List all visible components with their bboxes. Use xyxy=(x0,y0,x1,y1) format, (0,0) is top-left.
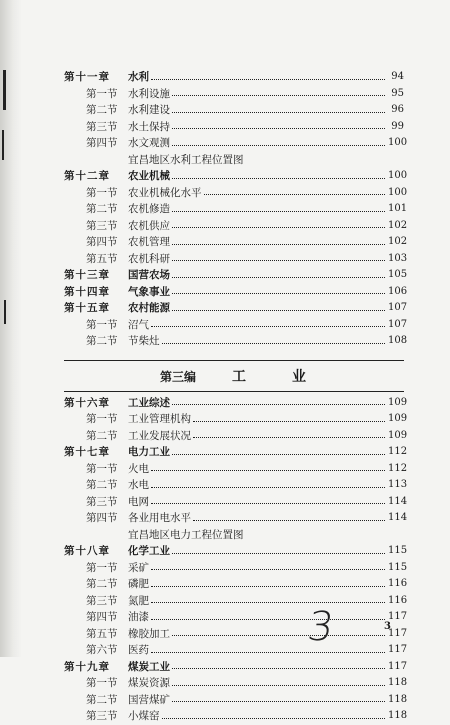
toc-section-row xyxy=(64,675,408,692)
entry-page: 100 xyxy=(388,170,408,181)
dot-leader xyxy=(172,260,385,261)
entry-title: 油漆 xyxy=(128,611,149,623)
entry-page: 118 xyxy=(388,710,408,721)
binding-edge xyxy=(0,0,22,657)
entry-page: 99 xyxy=(391,120,404,132)
dot-leader xyxy=(162,343,386,344)
dot-leader xyxy=(172,685,385,686)
dot-leader xyxy=(172,553,385,554)
toc-note-row xyxy=(64,527,404,544)
entry-page: 117 xyxy=(388,660,408,672)
toc-chapter-row xyxy=(64,444,408,461)
entry xyxy=(128,494,408,511)
entry xyxy=(128,593,408,610)
entry-title: 水电 xyxy=(128,479,149,491)
entry-page: 118 xyxy=(388,677,408,688)
dot-leader xyxy=(172,668,385,669)
toc-section-row xyxy=(64,461,408,478)
entry xyxy=(128,428,408,445)
dot-leader xyxy=(151,79,385,80)
section-label: 第六节 xyxy=(86,644,118,656)
dot-leader xyxy=(193,520,385,521)
part-heading xyxy=(64,360,404,392)
dot-leader xyxy=(172,211,385,212)
toc-section-row xyxy=(64,428,408,445)
dot-leader xyxy=(151,652,385,653)
dot-leader xyxy=(151,602,385,603)
dot-leader xyxy=(172,112,385,113)
dot-leader xyxy=(151,487,385,488)
part-title-2: 业 xyxy=(292,368,306,385)
entry xyxy=(128,267,408,284)
part-label: 第三编 xyxy=(160,369,197,384)
entry-title: 各业用电水平 xyxy=(128,512,191,524)
section-label: 第二节 xyxy=(86,693,118,706)
chapter-label: 第十五章 xyxy=(64,302,110,314)
entry-title: 宜昌地区水利工程位置图 xyxy=(128,153,244,166)
entry-page: 105 xyxy=(388,269,408,280)
section-label: 第三节 xyxy=(86,710,118,722)
entry-title: 工业发展状况 xyxy=(128,429,191,442)
dot-leader xyxy=(172,128,385,129)
entry-title: 国营农场 xyxy=(128,269,170,281)
entry-title: 农机科研 xyxy=(128,252,170,265)
entry-page: 102 xyxy=(388,219,408,231)
entry xyxy=(128,300,408,317)
entry-page: 106 xyxy=(388,285,408,297)
section-label: 第四节 xyxy=(86,611,118,623)
toc-section-row xyxy=(64,510,408,527)
entry xyxy=(128,626,408,643)
toc-section-row xyxy=(64,317,408,334)
entry-page: 112 xyxy=(388,462,408,474)
entry-title: 煤炭工业 xyxy=(128,660,170,673)
toc-group-industry xyxy=(64,395,408,725)
part-title: 工 xyxy=(232,368,248,385)
section-label: 第一节 xyxy=(86,318,118,331)
entry-page: 107 xyxy=(388,318,408,330)
dot-leader xyxy=(172,701,385,702)
entry xyxy=(128,135,408,152)
entry-title: 沼气 xyxy=(128,318,149,331)
entry-page: 117 xyxy=(388,627,408,639)
toc-note-row xyxy=(64,152,404,169)
entry xyxy=(128,477,408,494)
entry-page: 100 xyxy=(388,137,408,148)
dot-leader xyxy=(204,194,386,195)
entry xyxy=(128,152,404,169)
entry xyxy=(128,692,408,709)
toc-chapter-row xyxy=(64,659,408,676)
entry-title: 火电 xyxy=(128,462,149,475)
toc-section-row xyxy=(64,234,408,251)
edge-stain xyxy=(4,300,6,324)
entry-page: 115 xyxy=(388,561,408,573)
toc-section-row xyxy=(64,708,408,725)
entry-page: 118 xyxy=(388,693,408,705)
entry-title: 节柴灶 xyxy=(128,335,160,347)
handwritten-number: 3 xyxy=(304,604,337,650)
entry-page: 103 xyxy=(388,252,408,264)
chapter-label: 第十二章 xyxy=(64,170,110,182)
dot-leader xyxy=(193,421,385,422)
entry-title: 农村能源 xyxy=(128,302,170,314)
entry-page: 96 xyxy=(391,104,404,115)
entry-title: 水利设施 xyxy=(128,87,170,100)
entry-page: 100 xyxy=(388,186,408,198)
dot-leader xyxy=(151,470,385,471)
entry xyxy=(128,201,408,218)
entry xyxy=(128,168,408,185)
entry-page: 109 xyxy=(388,413,408,424)
entry-title: 农机供应 xyxy=(128,219,170,232)
entry xyxy=(128,333,408,350)
toc-section-row xyxy=(64,593,408,610)
toc-section-row xyxy=(64,692,408,709)
entry-page: 113 xyxy=(388,479,408,490)
entry-title: 电力工业 xyxy=(128,446,170,458)
chapter-label: 第十六章 xyxy=(64,396,110,409)
section-label: 第一节 xyxy=(86,413,118,425)
dot-leader xyxy=(151,326,385,327)
entry xyxy=(128,609,408,626)
chapter-label: 第十四章 xyxy=(64,285,110,298)
toc-section-row xyxy=(64,411,408,428)
entry-page: 114 xyxy=(388,512,408,523)
section-label: 第二节 xyxy=(86,203,118,215)
section-label: 第一节 xyxy=(86,677,118,689)
entry-page: 94 xyxy=(391,71,404,82)
section-label: 第四节 xyxy=(86,236,118,248)
chapter-label: 第十八章 xyxy=(64,545,110,557)
section-label: 第一节 xyxy=(86,87,118,100)
toc-chapter-row xyxy=(64,300,408,317)
entry xyxy=(128,119,404,136)
entry-page: 108 xyxy=(388,335,408,346)
toc-section-row xyxy=(64,609,408,626)
edge-stain xyxy=(2,130,4,160)
entry xyxy=(128,102,404,119)
toc-chapter-row xyxy=(64,69,404,86)
entry-title: 农业机械化水平 xyxy=(128,186,202,199)
entry-page: 115 xyxy=(388,545,408,556)
entry xyxy=(128,576,408,593)
entry-title: 气象事业 xyxy=(128,285,170,298)
entry xyxy=(128,461,408,478)
entry xyxy=(128,284,408,301)
toc-section-row xyxy=(64,135,408,152)
dot-leader xyxy=(172,244,385,245)
toc-section-row xyxy=(64,201,408,218)
dot-leader xyxy=(172,454,385,455)
entry-page: 117 xyxy=(388,644,408,655)
entry-title: 煤炭资源 xyxy=(128,677,170,689)
entry-title: 农业机械 xyxy=(128,170,170,182)
entry xyxy=(128,543,408,560)
chapter-label: 第十一章 xyxy=(64,71,110,83)
entry-title: 工业综述 xyxy=(128,396,170,409)
toc-chapter-row xyxy=(64,284,408,301)
entry xyxy=(128,444,408,461)
entry-page: 107 xyxy=(388,302,408,313)
entry xyxy=(128,69,404,86)
toc-chapter-row xyxy=(64,543,408,560)
entry-page: 102 xyxy=(388,236,408,247)
section-label: 第一节 xyxy=(86,561,118,574)
section-label: 第二节 xyxy=(86,429,118,442)
entry-page: 109 xyxy=(388,396,408,408)
dot-leader xyxy=(172,635,385,636)
chapter-label: 第十三章 xyxy=(64,269,110,281)
dot-leader xyxy=(172,404,385,405)
entry-title: 水文观测 xyxy=(128,137,170,149)
section-label: 第四节 xyxy=(86,512,118,524)
entry xyxy=(128,510,408,527)
toc-section-row xyxy=(64,642,408,659)
entry-page: 114 xyxy=(388,495,408,507)
entry-page: 116 xyxy=(388,594,408,606)
toc-section-row xyxy=(64,494,408,511)
entry xyxy=(128,675,408,692)
entry xyxy=(128,251,408,268)
dot-leader xyxy=(172,178,385,179)
entry xyxy=(128,395,408,412)
toc-section-row xyxy=(64,576,408,593)
dot-leader xyxy=(151,619,385,620)
entry xyxy=(128,659,408,676)
section-label: 第五节 xyxy=(86,252,118,265)
toc-section-row xyxy=(64,86,404,103)
entry-page: 95 xyxy=(391,87,404,99)
edge-stain xyxy=(3,70,6,110)
entry-page: 112 xyxy=(388,446,408,457)
entry-title: 医药 xyxy=(128,644,149,656)
section-label: 第一节 xyxy=(86,186,118,199)
section-label: 第二节 xyxy=(86,335,118,347)
entry-page: 116 xyxy=(388,578,408,589)
dot-leader xyxy=(151,569,385,570)
dot-leader xyxy=(172,293,385,294)
toc-section-row xyxy=(64,560,408,577)
toc-section-row xyxy=(64,251,408,268)
entry-title: 橡胶加工 xyxy=(128,627,170,640)
entry xyxy=(128,642,408,659)
entry-page: 117 xyxy=(388,611,408,622)
dot-leader xyxy=(172,310,385,311)
entry xyxy=(128,234,408,251)
entry-title: 农机修造 xyxy=(128,203,170,215)
entry-page: 109 xyxy=(388,429,408,441)
section-label: 第三节 xyxy=(86,594,118,607)
section-label: 第二节 xyxy=(86,578,118,590)
entry-title: 工业管理机构 xyxy=(128,413,191,425)
entry xyxy=(128,218,408,235)
toc-section-row xyxy=(64,185,408,202)
dot-leader xyxy=(162,718,386,719)
entry-title: 电网 xyxy=(128,495,149,508)
entry xyxy=(128,411,408,428)
toc-section-row xyxy=(64,626,408,643)
section-label: 第二节 xyxy=(86,104,118,116)
entry-title: 采矿 xyxy=(128,561,149,574)
section-label: 第五节 xyxy=(86,627,118,640)
toc-section-row xyxy=(64,477,408,494)
dot-leader xyxy=(151,503,385,504)
entry-title: 水利建设 xyxy=(128,104,170,116)
toc-chapter-row xyxy=(64,168,408,185)
entry xyxy=(128,86,404,103)
entry xyxy=(128,708,408,725)
dot-leader xyxy=(172,227,385,228)
entry-title: 化学工业 xyxy=(128,545,170,557)
section-label: 第三节 xyxy=(86,219,118,232)
section-label: 第三节 xyxy=(86,120,118,133)
entry xyxy=(128,185,408,202)
entry-title: 小煤窑 xyxy=(128,710,160,722)
toc-group-agriculture xyxy=(64,69,408,350)
entry xyxy=(128,560,408,577)
entry-title: 水利 xyxy=(128,71,149,83)
table-of-contents xyxy=(64,69,408,725)
section-label: 第一节 xyxy=(86,462,118,475)
entry-title: 氮肥 xyxy=(128,594,149,607)
dot-leader xyxy=(172,145,385,146)
chapter-label: 第十九章 xyxy=(64,660,110,673)
entry-title: 农机管理 xyxy=(128,236,170,248)
toc-section-row xyxy=(64,119,404,136)
section-label: 第三节 xyxy=(86,495,118,508)
entry-title: 磷肥 xyxy=(128,578,149,590)
dot-leader xyxy=(172,95,385,96)
dot-leader xyxy=(193,437,385,438)
toc-section-row xyxy=(64,102,404,119)
toc-section-row xyxy=(64,333,408,350)
dot-leader xyxy=(172,277,385,278)
page-number: 3 xyxy=(384,621,391,632)
dot-leader xyxy=(151,586,385,587)
section-label: 第四节 xyxy=(86,137,118,149)
toc-chapter-row xyxy=(64,395,408,412)
chapter-label: 第十七章 xyxy=(64,446,110,458)
entry-title: 国营煤矿 xyxy=(128,693,170,706)
entry-page: 101 xyxy=(388,203,408,214)
section-label: 第二节 xyxy=(86,479,118,491)
entry xyxy=(128,527,404,544)
toc-chapter-row xyxy=(64,267,408,284)
entry-title: 水土保持 xyxy=(128,120,170,133)
toc-section-row xyxy=(64,218,408,235)
entry-title: 宜昌地区电力工程位置图 xyxy=(128,528,244,541)
entry xyxy=(128,317,408,334)
